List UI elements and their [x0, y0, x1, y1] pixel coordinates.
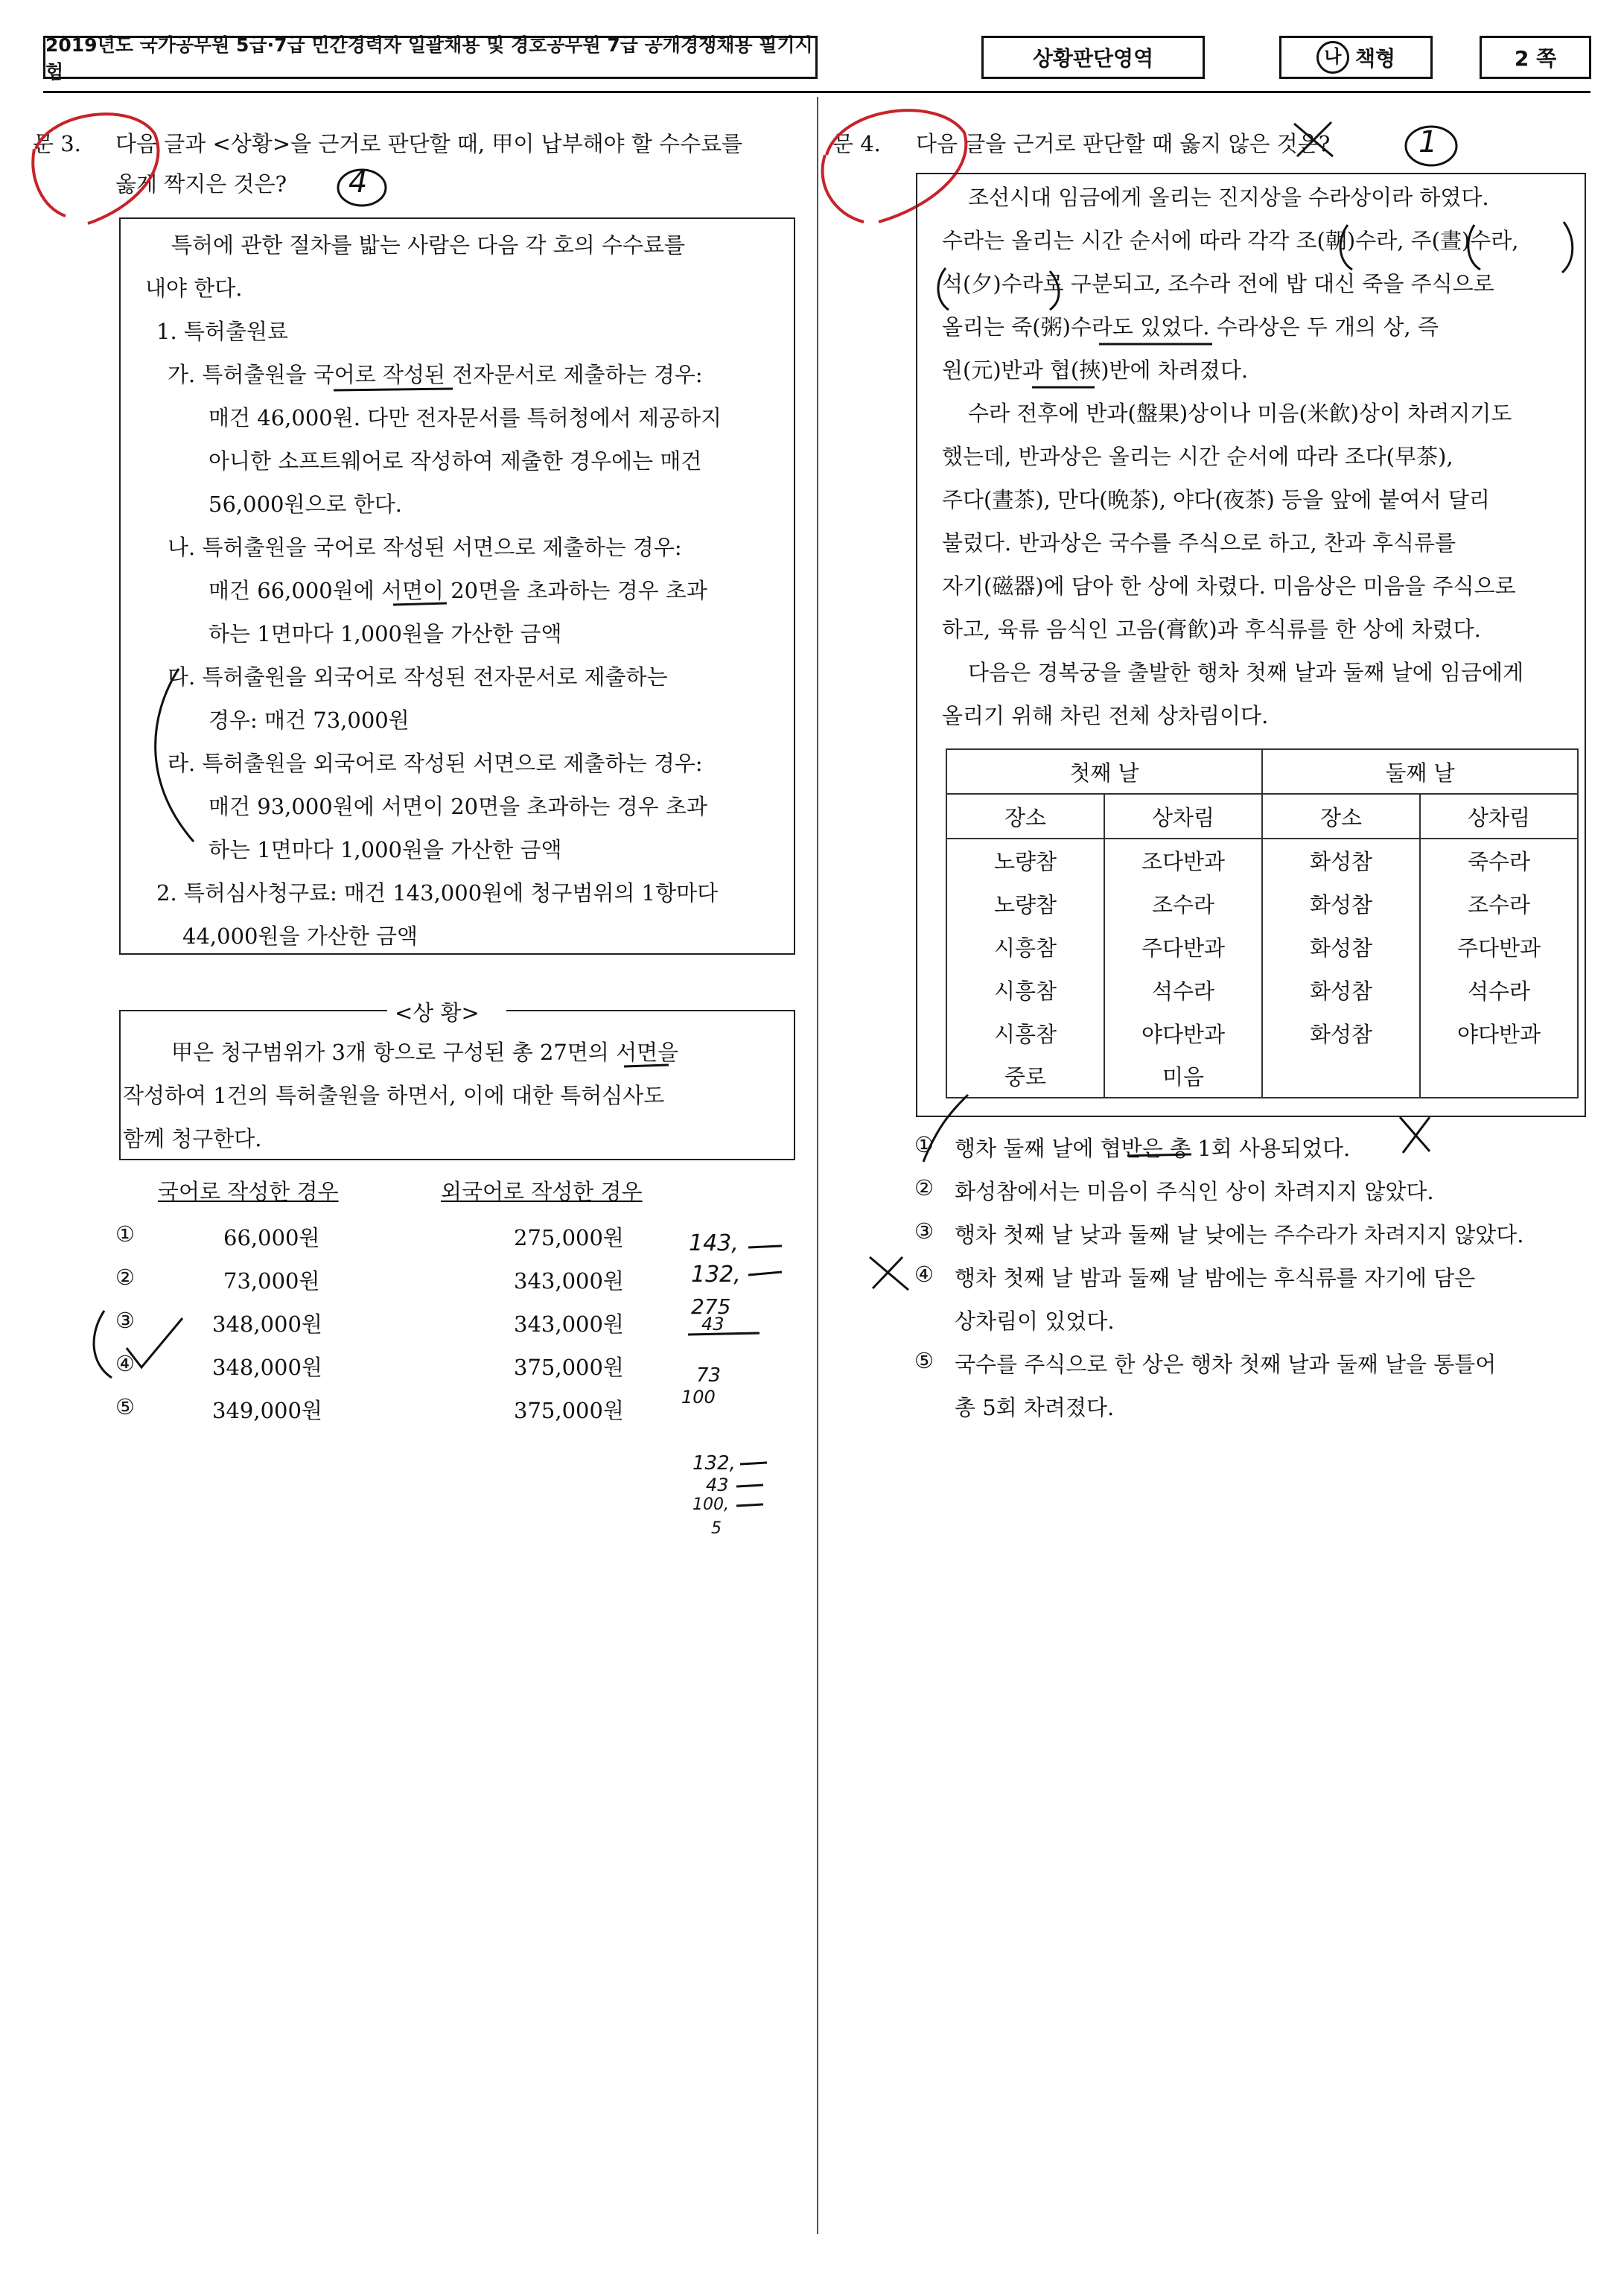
scratch-sum-line [685, 1329, 767, 1339]
q3-passage-line: 2. 특허심사청구료: 매건 143,000원에 청구범위의 1항마다 [156, 880, 719, 906]
table-cell: 죽수라 [1420, 839, 1578, 882]
table-cell: 조다반과 [1104, 839, 1262, 882]
table-cell: 석수라 [1420, 968, 1578, 1011]
table-cell: 야다반과 [1420, 1011, 1578, 1055]
q4-cross-icon [1288, 118, 1340, 162]
q4-passage-line: 올리는 죽(粥)수라도 있었다. 수라상은 두 개의 상, 즉 [942, 314, 1439, 340]
q3-option-2-foreign: 343,000원 [514, 1268, 624, 1294]
q3-passage-line: 매건 93,000원에 서면이 20면을 초과하는 경우 초과 [208, 794, 707, 819]
scratch-note: 275 [691, 1294, 731, 1319]
q3-passage-line: 라. 특허출원을 외국어로 작성된 서면으로 제출하는 경우: [168, 751, 703, 776]
table-cell: 미음 [1104, 1055, 1262, 1098]
situation-line: 甲은 청구범위가 3개 항으로 구성된 총 27면의 서면을 [171, 1040, 679, 1065]
q4-passage-line: 석(夕)수라로 구분되고, 조수라 전에 밥 대신 죽을 주식으로 [942, 271, 1494, 296]
q3-option-3-mark[interactable]: ③ [115, 1308, 135, 1333]
scratch-note: 73 [696, 1364, 722, 1387]
q3-option-2-mark[interactable]: ② [115, 1265, 135, 1290]
q4-option-2-mark[interactable]: ② [914, 1175, 934, 1201]
table-cell: 시흥참 [946, 1011, 1104, 1055]
q4-passage-line: 하고, 육류 음식인 고음(膏飮)과 후식류를 한 상에 차렸다. [942, 617, 1481, 642]
table-cell: 조수라 [1104, 882, 1262, 925]
q4-answer-circle [1400, 122, 1467, 171]
scratch-dash [745, 1240, 789, 1255]
q3-passage-line: 매건 66,000원에 서면이 20면을 초과하는 경우 초과 [208, 578, 707, 603]
q4-option-4-mark[interactable]: ④ [914, 1262, 934, 1287]
scratch-dash [745, 1266, 789, 1281]
page-number: 2 쪽 [1480, 36, 1591, 79]
table-col-setting: 상차림 [1420, 794, 1578, 839]
q3-col-foreign: 외국어로 작성한 경우 [441, 1179, 643, 1204]
table-cell: 야다반과 [1104, 1011, 1262, 1055]
booklet-mark: 나 [1316, 41, 1349, 74]
q4-handwritten-answer: 1 [1418, 125, 1438, 159]
q4-passage-line: 자기(磁器)에 담아 한 상에 차렸다. 미음상은 미음을 주식으로 [942, 573, 1516, 599]
q4-option-2-text: 화성참에서는 미음이 주식인 상이 차려지지 않았다. [955, 1179, 1434, 1204]
scratch-note: 100, [692, 1495, 729, 1514]
scratch-note: 5 [711, 1519, 722, 1538]
q4-passage-line: 했는데, 반과상은 올리는 시간 순서에 따라 조다(早茶), [942, 444, 1453, 469]
table-cell: 노량참 [946, 839, 1104, 882]
scratch-note: 132, [691, 1262, 741, 1288]
situation-title: <상 황> [395, 1000, 480, 1025]
booklet-type [1279, 36, 1433, 79]
q3-option-2-korean: 73,000원 [223, 1268, 320, 1294]
q3-passage-line: 특허에 관한 절차를 밟는 사람은 다음 각 호의 수수료를 [171, 232, 686, 258]
table-header-day1: 첫째 날 [946, 749, 1262, 794]
schedule-table [946, 748, 1579, 1098]
q4-option-3-text: 행차 첫째 날 낮과 둘째 날 낮에는 주수라가 차려지지 않았다. [955, 1222, 1524, 1247]
q3-option-3-korean: 348,000원 [212, 1311, 322, 1337]
q4-passage-line: 원(元)반과 협(挾)반에 차려졌다. [942, 357, 1249, 383]
table-cell: 주다반과 [1104, 925, 1262, 968]
q3-passage-line: 1. 특허출원료 [156, 319, 288, 344]
q3-option-4-foreign: 375,000원 [514, 1355, 624, 1380]
table-cell: 화성참 [1262, 1011, 1420, 1055]
q4-passage-line: 주다(晝茶), 만다(晩茶), 야다(夜茶) 등을 앞에 붙여서 달리 [942, 487, 1490, 512]
scratch-dash [737, 1458, 774, 1470]
q3-number: 문 3. [33, 131, 81, 156]
table-cell: 화성참 [1262, 839, 1420, 882]
table-cell: 화성참 [1262, 882, 1420, 925]
q4-number: 문 4. [832, 131, 881, 156]
table-cell: 주다반과 [1420, 925, 1578, 968]
q3-option-5-korean: 349,000원 [212, 1398, 322, 1423]
q4-option-4-cross-icon [864, 1251, 916, 1296]
q3-red-circle [21, 104, 170, 238]
situation-line: 작성하여 1건의 특허출원을 하면서, 이에 대한 특허심사도 [123, 1083, 665, 1108]
q4-option-4-text: 행차 첫째 날 밤과 둘째 날 밤에는 후식류를 자기에 담은 [955, 1265, 1476, 1291]
q3-passage-line: 나. 특허출원을 국어로 작성된 서면으로 제출하는 경우: [168, 535, 682, 560]
table-col-setting: 상차림 [1104, 794, 1262, 839]
q4-passage-line: 수라는 올리는 시간 순서에 따라 각각 조(朝)수라, 주(晝)수라, [942, 228, 1519, 253]
q4-option-1-mark[interactable]: ① [914, 1132, 934, 1157]
q3-passage-line: 경우: 매건 73,000원 [208, 707, 410, 733]
table-cell: 노량참 [946, 882, 1104, 925]
q4-stem: 다음 글을 근거로 판단할 때 옳지 않은 것은? [916, 131, 1331, 156]
q3-passage-line: 56,000원으로 한다. [208, 492, 402, 517]
q4-option-1-marks [908, 1080, 1459, 1169]
q3-option-4-mark[interactable]: ④ [115, 1351, 135, 1376]
q4-passage-marks [894, 209, 1593, 402]
q4-option-4-text-2: 상차림이 있었다. [955, 1308, 1115, 1334]
q4-option-5-mark[interactable]: ⑤ [914, 1348, 934, 1373]
scratch-note: 132, [692, 1452, 736, 1475]
booklet-label: 책형 [1354, 46, 1396, 71]
q4-passage-line: 올리기 위해 차린 전체 상차림이다. [942, 703, 1269, 728]
q3-option-5-mark[interactable]: ⑤ [115, 1394, 135, 1419]
q4-option-5-text-2: 총 5회 차려졌다. [955, 1395, 1115, 1420]
q3-passage-line: 내야 한다. [145, 276, 243, 301]
q4-passage-line: 수라 전후에 반과(盤果)상이나 미음(米飮)상이 차려지기도 [968, 401, 1512, 426]
table-cell: 시흥참 [946, 968, 1104, 1011]
q3-col-korean: 국어로 작성한 경우 [158, 1179, 339, 1204]
q3-passage-line: 가. 특허출원을 국어로 작성된 전자문서로 제출하는 경우: [168, 362, 703, 387]
q4-passage-line: 다음은 경복궁을 출발한 행차 첫째 날과 둘째 날에 임금에게 [968, 660, 1524, 685]
table-cell: 화성참 [1262, 968, 1420, 1011]
table-cell: 조수라 [1420, 882, 1578, 925]
q3-passage-line: 아니한 소프트웨어로 작성하여 제출한 경우에는 매건 [208, 448, 702, 474]
q3-passage-line: 하는 1면마다 1,000원을 가산한 금액 [208, 837, 562, 862]
section-label: 상황판단영역 [981, 36, 1205, 79]
exam-title: 2019년도 국가공무원 5급·7급 민간경력자 일괄채용 및 경호공무원 7급 공개경쟁채용 필기시험 [43, 36, 818, 79]
q3-passage-line: 매건 46,000원. 다만 전자문서를 특허청에서 제공하지 [208, 405, 722, 430]
scratch-note: 100 [681, 1387, 716, 1408]
q3-passage-line: 하는 1면마다 1,000원을 가산한 금액 [208, 621, 562, 646]
q4-passage-line: 조선시대 임금에게 올리는 진지상을 수라상이라 하였다. [968, 185, 1489, 210]
table-header-day2: 둘째 날 [1262, 749, 1578, 794]
scratch-dash [733, 1481, 771, 1492]
q3-option-4-korean: 348,000원 [212, 1355, 322, 1380]
q3-check-mark-icon [82, 1296, 194, 1393]
q3-option-1-mark[interactable]: ① [115, 1221, 135, 1247]
q3-option-1-korean: 66,000원 [223, 1225, 320, 1250]
q4-passage-line: 불렀다. 반과상은 국수를 주식으로 하고, 찬과 후식류를 [942, 530, 1456, 556]
scratch-note: 43 [706, 1475, 729, 1495]
table-cell: 시흥참 [946, 925, 1104, 968]
q3-option-3-foreign: 343,000원 [514, 1311, 624, 1337]
q3-option-1-foreign: 275,000원 [514, 1225, 624, 1250]
q3-stem-2: 옳게 짝지은 것은? [115, 171, 287, 197]
table-cell: 화성참 [1262, 925, 1420, 968]
table-col-place: 장소 [946, 794, 1104, 839]
scratch-dash [733, 1500, 771, 1512]
scratch-note: 43 [701, 1314, 725, 1335]
situation-line: 함께 청구한다. [123, 1126, 262, 1151]
q4-option-1-text: 행차 둘째 날에 협반은 총 1회 사용되었다. [955, 1136, 1351, 1161]
q3-passage-line: 44,000원을 가산한 금액 [182, 923, 418, 949]
q3-handwritten-answer: 4 [348, 165, 368, 200]
q4-option-5-text: 국수를 주식으로 한 상은 행차 첫째 날과 둘째 날을 통틀어 [955, 1352, 1497, 1377]
q3-stem: 다음 글과 <상황>을 근거로 판단할 때, 甲이 납부해야 할 수수료를 [115, 131, 743, 156]
q3-passage-line: 다. 특허출원을 외국어로 작성된 전자문서로 제출하는 [168, 664, 668, 690]
q4-option-3-mark[interactable]: ③ [914, 1218, 934, 1244]
table-cell: 중로 [946, 1055, 1104, 1098]
scratch-note: 143, [689, 1230, 739, 1256]
table-cell: 석수라 [1104, 968, 1262, 1011]
table-col-place: 장소 [1262, 794, 1420, 839]
q3-option-5-foreign: 375,000원 [514, 1398, 624, 1423]
